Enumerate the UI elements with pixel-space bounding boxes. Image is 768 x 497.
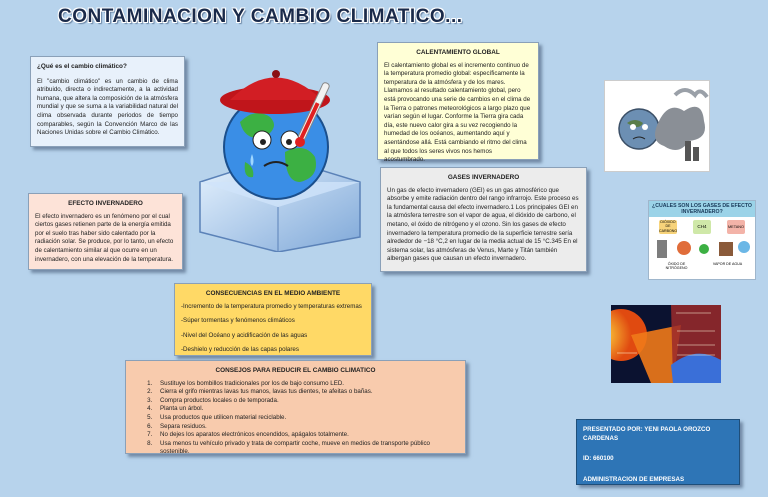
que-es-cambio-climatico-box <box>30 56 185 147</box>
gei-label-metano: METANO <box>727 220 745 234</box>
gei-icons <box>649 234 755 262</box>
gases-heading: GASES INVERNADERO <box>447 174 520 181</box>
consecuencia-item: -Incremento de la temperatura promedio y temperaturas extremas <box>181 302 362 310</box>
gases-body: Un gas de efecto invernadero (GEI) es un gas atmosférico que absorbe y emite radiación dentro del rango infrarrojo. Este proceso es la fundamental causa del efecto invernadero.1 Los principales GEI en la atmósfera terrestre son el vapor de agua, el dióxido de carbono, el metano, el óxido de nitrógeno y el ozono. Sin los gases de efecto invernadero la temperatura promedio de la superficie terrestre sería alrededor de −18 °C,2 en lugar de la media actual de 15 °C.345 En el sistema solar, las atmósferas de Venus, Marte y Titán también albergan gases que causan un efecto invernadero. <box>387 186 579 263</box>
sick-earth-image <box>190 62 366 252</box>
consecuencia-item: -Súper tormentas y fenómenos climáticos <box>181 317 295 325</box>
autor-presentado: PRESENTADO POR: YENI PAOLA OROZCO CARDENAS <box>583 426 711 442</box>
consejo-item: 3. Compra productos locales o de temporada. <box>154 397 459 406</box>
autor-programa: ADMINISTRACION DE EMPRESAS <box>583 475 685 483</box>
consecuencia-item: -Deshielo y reducción de las capas polares <box>181 346 299 354</box>
calentamiento-heading: CALENTAMIENTO GLOBAL <box>416 49 500 56</box>
consecuencias-heading: CONSECUENCIAS EN EL MEDIO AMBIENTE <box>205 290 341 297</box>
autor-id: ID: 660100 <box>583 455 614 463</box>
consejos-list <box>154 380 459 457</box>
consecuencias-box <box>174 283 372 356</box>
efecto-body: El efecto invernadero es un fenómeno por el cual ciertos gases retienen parte de la energía emitida por el suelo tras haber sido calentado por la radiación solar. Se produce, por lo tanto, un efecto de calentamiento similar al que ocurre en un invernadero, con una elevación de la temperatura. <box>35 212 174 263</box>
calentamiento-global-box <box>377 42 539 164</box>
consejo-item: 6. Separa residuos. <box>154 423 459 432</box>
gei-label-ch4: CH4 <box>693 220 711 234</box>
consejo-item: 5. Usa productos que utilicen material reciclable. <box>154 414 459 423</box>
consejo-item: 7. No dejes los aparatos electrónicos encendidos, apágalos totalmente. <box>154 431 459 440</box>
page-title: CONTAMINACION Y CAMBIO CLIMATICO... <box>58 6 463 27</box>
consejos-heading: CONSEJOS PARA REDUCIR EL CAMBIO CLIMATICO <box>215 367 376 374</box>
gei-label-vapor: VAPOR DE AGUA <box>712 262 743 266</box>
consejo-item: 2. Cierra el grifo mientras lavas tus manos, lavas tus dientes, te afeitas o bañas. <box>154 388 459 397</box>
gei-label-oxido: ÓXIDO DE NITRÓGENO <box>665 262 688 271</box>
consejo-item: 1. Sustituye los bombillos tradicionales por los de bajo consumo LED. <box>154 380 459 389</box>
que-es-heading: ¿Qué es el cambio climático? <box>37 63 127 70</box>
gases-invernadero-box <box>380 167 587 272</box>
autor-box <box>576 419 740 485</box>
gei-title: ¿CUALES SON LOS GASES DE EFECTO INVERNADERO? <box>649 201 755 217</box>
gei-infographic-image <box>648 200 756 280</box>
consejos-box <box>125 360 466 454</box>
polluted-earth-image <box>604 80 710 172</box>
efecto-heading: EFECTO INVERNADERO <box>68 200 143 207</box>
que-es-body: El "cambio climático" es un cambio de clima atribuido, directa o indirectamente, a la actividad humana, que altera la composición de la atmósfera mundial y que se suma a la variabilidad natural del clima observada durante periodos de tiempo comparables, según la Convención Marco de las Naciones Unidas sobre el Cambio Climático. <box>37 77 178 137</box>
consejo-item: 4. Planta un árbol. <box>154 405 459 414</box>
greenhouse-diagram-image <box>611 305 721 383</box>
efecto-invernadero-box <box>28 193 183 270</box>
consecuencia-item: -Nivel del Océano y acidificación de las aguas <box>181 331 308 339</box>
calentamiento-body: El calentamiento global es el incremento continuo de la temperatura promedio global: específicamente la temperatura de la atmósfera y de los mares. Llamamos al resultado calentamiento global, pero está provocando una serie de cambios en el clima de la Tierra o patrones meteorológicos a largo plazo que varían según el lugar. Conforme la Tierra gira cada día, este nuevo calor gira a su vez recogiendo la humedad de los océanos, aumentando aquí y asentándose allá. Está cambiando el ritmo del clima al que todos los seres vivos nos hemos acostumbrado. <box>384 61 531 164</box>
gei-label-co2: DIÓXIDO DE CARBONO <box>659 220 678 233</box>
consejo-item: 8. Usa menos tu vehículo privado y trata de compartir coche, mueve en medios de transporte público sostenible. <box>154 440 459 457</box>
